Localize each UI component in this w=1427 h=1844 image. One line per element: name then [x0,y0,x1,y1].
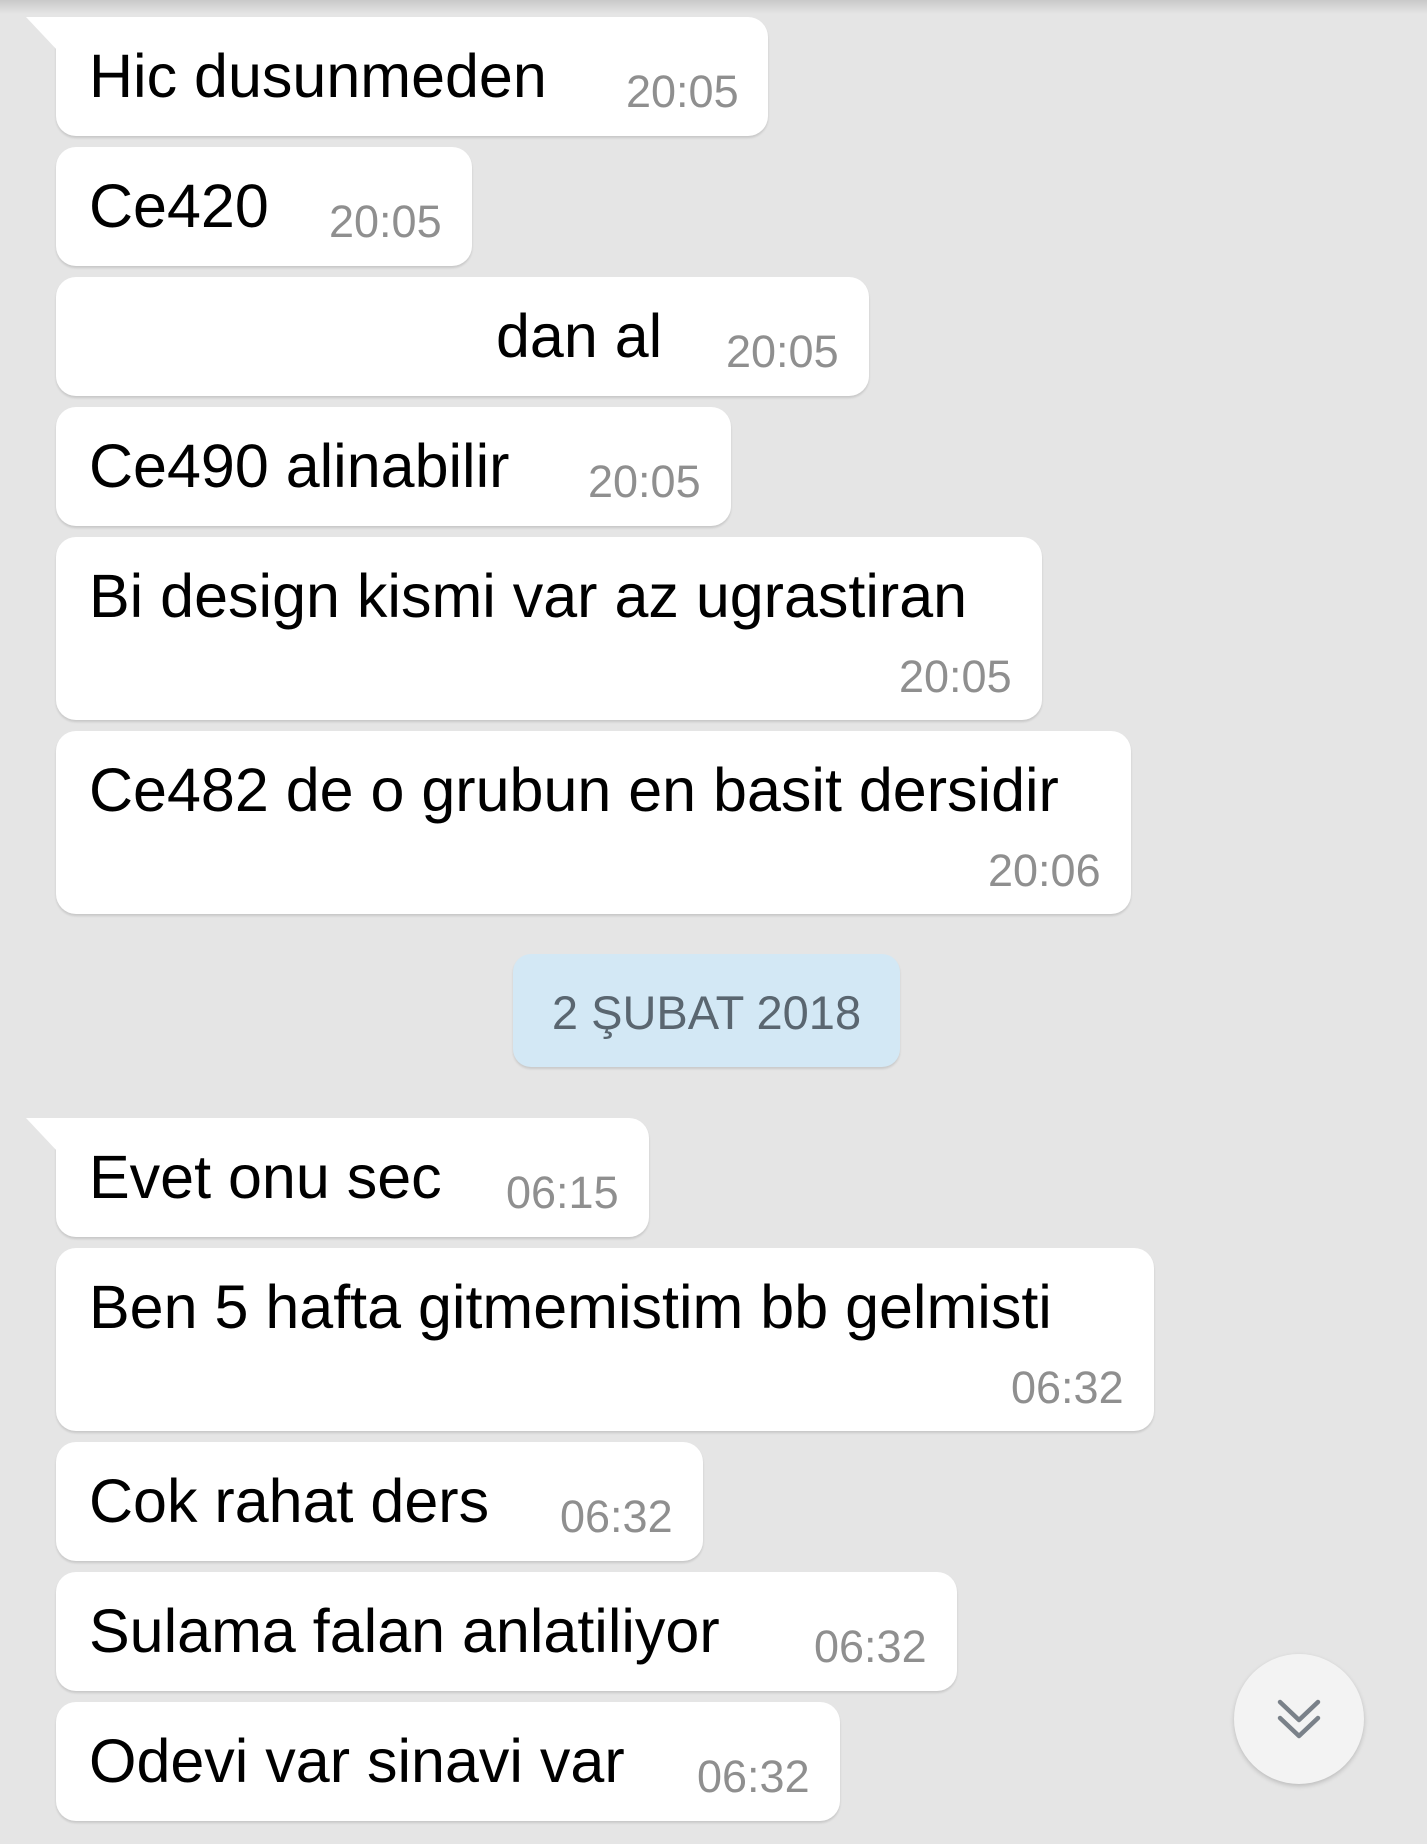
message-time: 06:15 [506,1167,619,1218]
message-bubble[interactable] [56,147,472,266]
message-time: 06:32 [560,1491,673,1542]
message-bubble[interactable] [56,277,869,396]
message-time: 20:05 [588,456,701,507]
message-bubble[interactable] [56,731,1131,914]
message-time: 20:06 [988,845,1101,896]
message-bubble[interactable] [56,537,1042,720]
message-bubble[interactable] [56,1572,957,1691]
message-time: 20:05 [726,326,839,377]
double-chevron-down-icon [1274,1694,1324,1744]
message-text: Hic dusunmeden [89,42,547,110]
message-bubble[interactable] [56,1442,703,1561]
message-bubble[interactable] [56,1702,840,1821]
message-bubble[interactable] [56,407,731,526]
message-text: Odevi var sinavi var [89,1727,625,1795]
message-bubble[interactable] [56,1248,1154,1431]
message-time: 20:05 [899,651,1012,702]
message-bubble[interactable] [56,17,768,136]
date-separator-label: 2 ŞUBAT 2018 [551,986,862,1039]
message-text: Ce482 de o grubun en basit dersidir [89,756,1059,824]
message-time: 20:05 [626,66,739,117]
message-text: Evet onu sec [89,1143,442,1211]
message-text: Sulama falan anlatiliyor [89,1597,720,1665]
scroll-to-bottom-button[interactable] [1234,1654,1364,1784]
message-text: Cok rahat ders [89,1467,490,1535]
message-time: 06:32 [1011,1362,1124,1413]
message-text: dan al [496,302,663,370]
message-text: Ben 5 hafta gitmemistim bb gelmisti [89,1273,1052,1341]
message-text: Ce490 alinabilir [89,432,510,500]
message-text: Bi design kismi var az ugrastiran [89,562,968,630]
message-text: Ce420 [89,172,269,240]
bubble-tail [26,17,58,51]
message-time: 06:32 [697,1751,810,1802]
message-bubble[interactable] [56,1118,649,1237]
message-time: 20:05 [329,196,442,247]
message-time: 06:32 [814,1621,927,1672]
date-separator [513,954,900,1067]
bubble-tail [26,1118,58,1152]
